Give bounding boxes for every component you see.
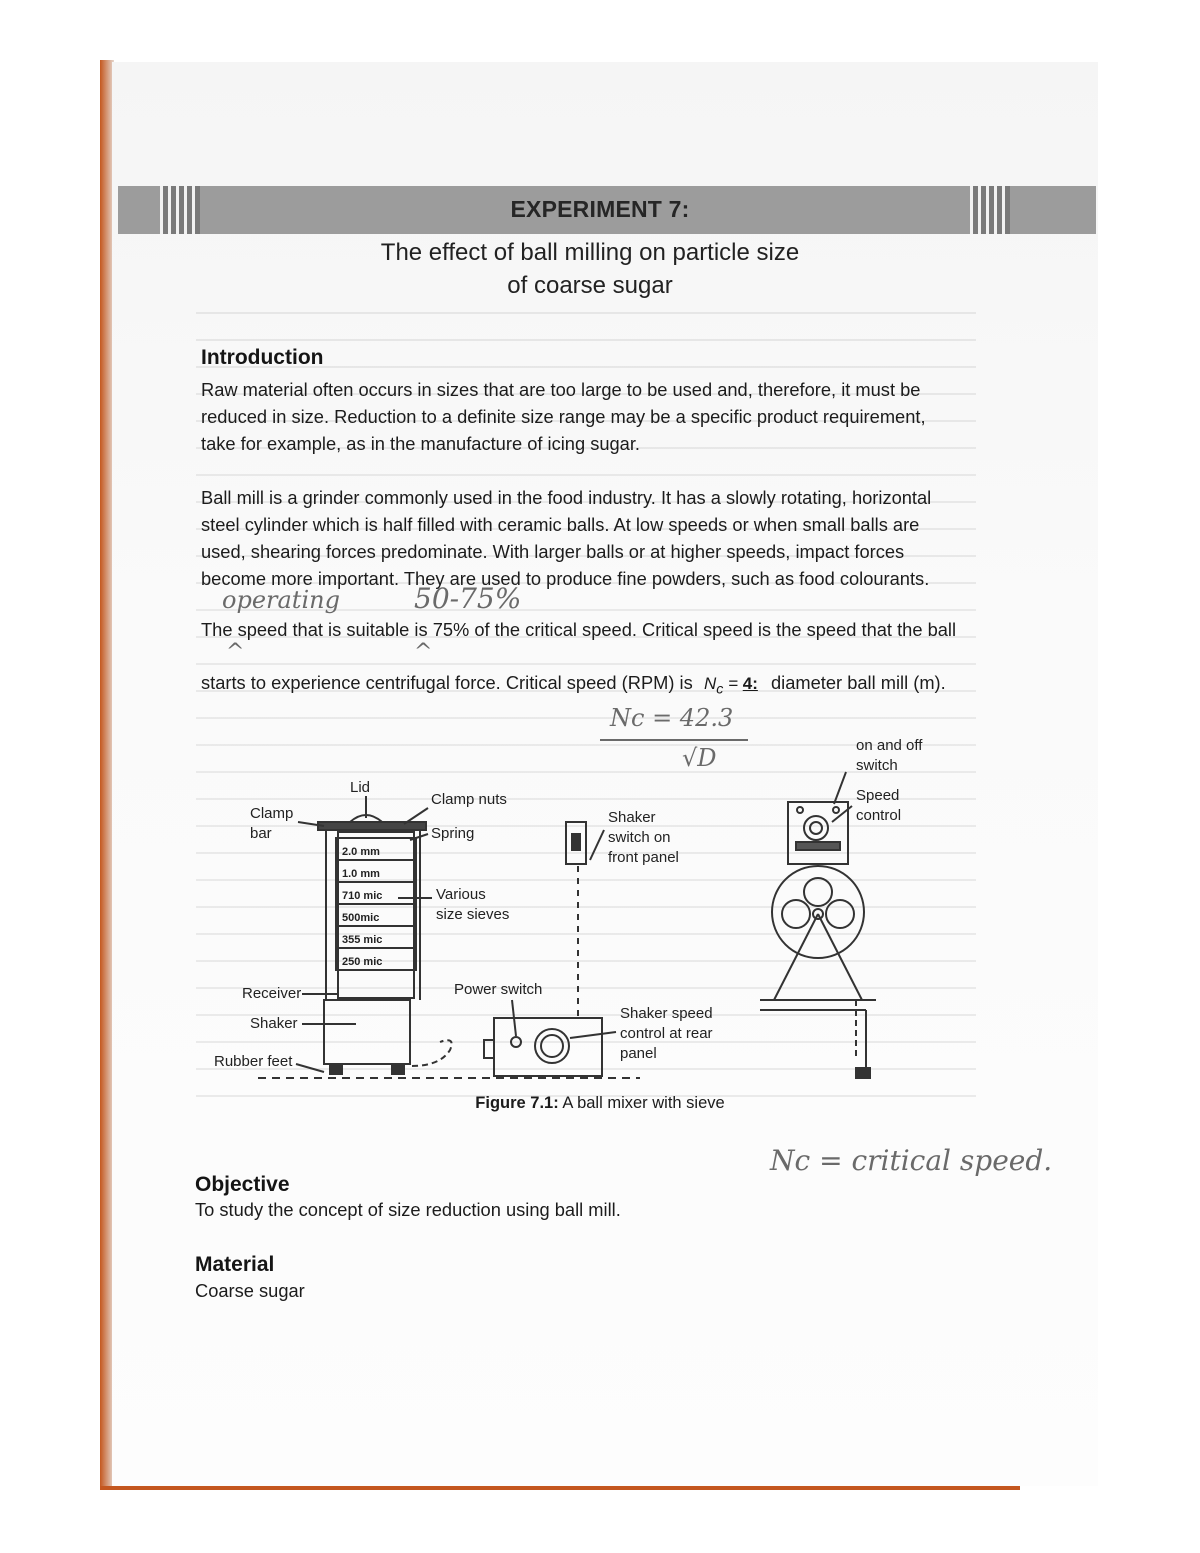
title-line-1: The effect of ball milling on particle size <box>380 239 800 266</box>
label-receiver: Receiver <box>242 985 302 1002</box>
label-various-1: Various <box>436 886 486 903</box>
label-shaker-switch-3: front panel <box>608 849 679 866</box>
label-sieve-4: 500mic <box>342 912 380 924</box>
label-speed-control-1: Shaker speed <box>620 1005 713 1022</box>
label-shaker-switch-2: switch on <box>608 829 671 846</box>
label-sieve-3: 710 mic <box>342 890 383 902</box>
critical-speed-sentence-end: diameter ball mill (m). <box>771 672 946 693</box>
label-rubber-feet: Rubber feet <box>214 1053 293 1070</box>
formula-fraction: 4: <box>742 674 758 693</box>
label-various-2: size sieves <box>436 906 510 923</box>
power-box <box>494 1018 602 1076</box>
label-shaker-switch-1: Shaker <box>608 809 656 826</box>
label-lid: Lid <box>350 779 371 796</box>
label-speed-1: Speed <box>856 787 900 804</box>
objective-text: To study the concept of size reduction using ball mill. <box>195 1199 621 1220</box>
label-sieve-5: 355 mic <box>342 934 383 946</box>
label-speed-control-3: panel <box>620 1045 657 1062</box>
introduction-heading: Introduction <box>201 346 324 369</box>
material-heading: Material <box>195 1253 275 1276</box>
material-text: Coarse sugar <box>195 1280 305 1301</box>
label-clamp-bar-2: bar <box>250 825 272 842</box>
label-sieve-2: 1.0 mm <box>342 868 380 880</box>
title-line-2: of coarse sugar <box>507 272 673 299</box>
label-shaker: Shaker <box>250 1015 298 1032</box>
formula-equals: = <box>723 674 743 693</box>
handwritten-operating: operating <box>222 586 340 614</box>
experiment-label: EXPERIMENT 7: <box>510 196 690 222</box>
label-clamp-nuts: Clamp nuts <box>431 791 507 808</box>
label-sieve-6: 250 mic <box>342 956 383 968</box>
speed-sentence: The speed that is suitable is 75% of the critical speed. Critical speed is the speed that the ball <box>201 619 957 640</box>
handwritten-formula-numerator: Nc = 42.3 <box>610 704 734 732</box>
critical-speed-sentence: starts to experience centrifugal force. Critical speed (RPM) is <box>201 672 693 693</box>
intro-paragraph-1: Raw material often occurs in sizes that are too large to be used and, therefore, it must be reduced in size. Reduction to a definite size range may be a specific product requirement, take for example, as in the manufacture of icing sugar. <box>201 379 926 454</box>
handwritten-caret-2: ^ <box>414 640 433 665</box>
handwritten-caret-1: ^ <box>226 640 245 665</box>
label-spring: Spring <box>431 825 475 842</box>
label-clamp-bar-1: Clamp <box>250 805 294 822</box>
handwritten-percent-range: 50-75% <box>414 582 522 615</box>
label-sieve-1: 2.0 mm <box>342 846 380 858</box>
label-on-off-1: on and off <box>856 737 923 754</box>
caption-text: A ball mixer with sieve <box>558 1094 725 1112</box>
figure-caption <box>0 1094 1200 1113</box>
intro-paragraph-2: Ball mill is a grinder commonly used in the food industry. It has a slowly rotating, horizontal steel cylinder which is half filled with ceramic balls. At low speeds or when small balls are used, shearing forces predominate. With larger balls or at higher speeds, impact forces become more important. They are used to produce fine powders, such as food colourants. <box>201 487 932 589</box>
objective-heading: Objective <box>195 1173 290 1196</box>
label-on-off-2: switch <box>856 757 898 774</box>
handwritten-formula-denominator: √D <box>682 744 717 772</box>
caption-label: Figure 7.1: <box>475 1094 559 1112</box>
label-power-switch: Power switch <box>454 981 543 998</box>
label-speed-2: control <box>856 807 902 824</box>
mill-drum <box>772 866 864 958</box>
shaker-base <box>324 1000 410 1064</box>
formula-lhs: N <box>704 674 717 693</box>
formula-subscript: c <box>716 681 724 698</box>
label-speed-control-2: control at rear <box>620 1025 713 1042</box>
handwritten-critical-speed-note: Nc = critical speed. <box>770 1144 1053 1177</box>
